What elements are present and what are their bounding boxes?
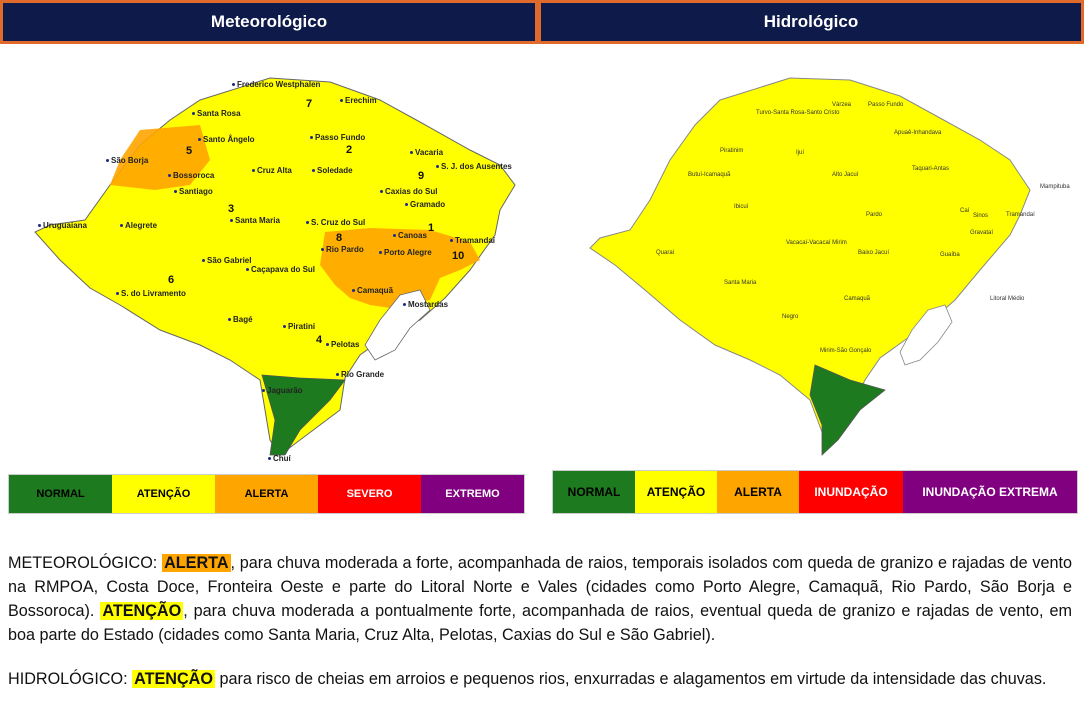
met-city: Soledade	[312, 166, 353, 175]
met-city: Chuí	[268, 454, 291, 463]
basin-label: Negro	[782, 314, 799, 320]
region-number: 10	[452, 250, 465, 262]
basin-label: Alto Jacuí	[832, 172, 859, 178]
met-city: Rio Pardo	[321, 245, 364, 254]
met-city: S. Cruz do Sul	[306, 218, 365, 227]
basin-label: Guaíba	[940, 252, 960, 258]
met-city: Piratini	[283, 322, 315, 331]
basin-label: Gravataí	[970, 230, 994, 236]
basin-label: Passo Fundo	[868, 102, 904, 108]
met-body-2: , para chuva moderada a pontualmente forte, acompanhada de raios, eventual queda de granizo e rajadas de vento, em boa parte do Estado (cidades como Santa Maria, Cruz Alta, Pelotas, Caxias do Sul e São Gabriel).	[8, 602, 1072, 644]
hid-atencao-tag: ATENÇÃO	[134, 670, 213, 688]
basin-label: Vacacaí-Vacacaí Mirim	[786, 240, 847, 246]
header-hydrological	[538, 0, 1084, 44]
legend-normal: NORMAL	[9, 475, 112, 513]
legend-inundacao-extrema: INUNDAÇÃO EXTREMA	[903, 471, 1077, 513]
legend-normal-hid: NORMAL	[553, 471, 635, 513]
met-city: Canoas	[393, 231, 427, 240]
basin-label: Piratinim	[720, 148, 744, 154]
basin-label: Pardo	[866, 212, 883, 218]
hydrological-map-svg	[560, 60, 1080, 470]
basin-label: Quaraí	[656, 250, 675, 256]
legend-atencao-hid: ATENÇÃO	[635, 471, 717, 513]
region-number: 8	[336, 232, 343, 244]
region-number: 4	[316, 334, 323, 346]
met-city: Passo Fundo	[310, 133, 365, 142]
region-number: 2	[346, 144, 353, 156]
met-atencao-tag: ATENÇÃO	[102, 602, 182, 620]
header-meteorological-label: Meteorológico	[210, 12, 328, 31]
meteorological-map	[0, 60, 540, 470]
header-meteorological	[0, 0, 538, 44]
met-city: Porto Alegre	[379, 248, 432, 257]
basin-label: Várzea	[832, 102, 852, 108]
met-prefix: METEOROLÓGICO:	[8, 554, 163, 572]
hydrological-legend	[552, 470, 1078, 514]
met-city: Mostardas	[403, 300, 448, 309]
normal-zone-hid	[810, 365, 885, 455]
region-number: 9	[418, 170, 425, 182]
met-city: Caxias do Sul	[380, 187, 437, 196]
met-city: Rio Grande	[336, 370, 384, 379]
met-city: Pelotas	[326, 340, 359, 349]
basin-label: Turvo-Santa Rosa-Santo Cristo	[756, 110, 840, 116]
met-city: Bossoroca	[168, 171, 214, 180]
met-city: S. do Livramento	[116, 289, 186, 298]
meteorological-legend	[8, 474, 525, 514]
basin-label: Mampituba	[1040, 184, 1070, 190]
header-hydrological-label: Hidrológico	[763, 12, 859, 31]
legend-extremo: EXTREMO	[421, 475, 524, 513]
met-city: Gramado	[405, 200, 445, 209]
region-number: 5	[186, 145, 193, 157]
region-number: 3	[228, 203, 235, 215]
met-city: São Borja	[106, 156, 148, 165]
basin-label: Tramandaí	[1006, 212, 1035, 218]
basin-label: Ibicuí	[734, 204, 749, 210]
legend-alerta-hid: ALERTA	[717, 471, 799, 513]
met-city: Erechim	[340, 96, 377, 105]
state-shape-yellow-hid	[590, 78, 1030, 440]
hid-prefix: HIDROLÓGICO:	[8, 670, 133, 688]
basin-label: Butuí-Icamaquã	[688, 172, 731, 178]
basin-label: Sinos	[973, 213, 989, 219]
met-city: Santiago	[174, 187, 213, 196]
met-city: São Gabriel	[202, 256, 251, 265]
legend-atencao: ATENÇÃO	[112, 475, 215, 513]
basin-label: Caí	[960, 208, 970, 214]
met-city: Vacaria	[410, 148, 443, 157]
met-city: Santa Rosa	[192, 109, 241, 118]
basin-label: Camaquã	[844, 296, 871, 302]
met-city: Alegrete	[120, 221, 157, 230]
basin-label: Santa Maria	[724, 280, 757, 286]
met-city: Tramandaí	[450, 236, 495, 245]
hydrological-map	[560, 60, 1080, 470]
basin-label: Ijuí	[796, 150, 805, 156]
met-city: Bagé	[228, 315, 253, 324]
basin-label: Baixo Jacuí	[858, 250, 890, 256]
met-city: Uruguaiana	[38, 221, 87, 230]
legend-alerta: ALERTA	[215, 475, 318, 513]
region-number: 6	[168, 274, 175, 286]
met-city: Frederico Westphalen	[232, 80, 320, 89]
basin-label: Mirim-São Gonçalo	[820, 348, 872, 354]
met-city: Santo Ângelo	[198, 135, 255, 144]
basin-label: Taquari-Antas	[912, 166, 950, 172]
met-alerta-tag: ALERTA	[164, 554, 229, 572]
meteorological-text	[8, 551, 1072, 647]
legend-inundacao: INUNDAÇÃO	[799, 471, 903, 513]
basin-label: Apuaê-Inhandava	[894, 130, 942, 136]
region-number: 7	[306, 98, 313, 110]
met-city: Camaquã	[352, 286, 393, 295]
met-city: S. J. dos Ausentes	[436, 162, 512, 171]
met-city: Santa Maria	[230, 216, 280, 225]
region-number: 1	[428, 222, 435, 234]
met-city: Cruz Alta	[252, 166, 292, 175]
hid-body: para risco de cheias em arroios e pequenos rios, enxurradas e alagamentos em virtude da intensidade das chuvas.	[214, 670, 1047, 688]
met-city: Caçapava do Sul	[246, 265, 315, 274]
legend-severo: SEVERO	[318, 475, 421, 513]
basin-label: Litoral Médio	[990, 296, 1025, 302]
hydrological-text	[8, 667, 1072, 691]
met-city: Jaguarão	[262, 386, 303, 395]
met-body-1: , para chuva moderada a forte, acompanhada de raios, temporais isolados com queda de granizo e rajadas de vento na RMPOA, Costa Doce, Fronteira Oeste e parte do Litoral Norte e Vales (cidades como Porto Alegre, Camaquã, Rio Pardo, São Borja e Bossoroca).	[8, 554, 1072, 620]
